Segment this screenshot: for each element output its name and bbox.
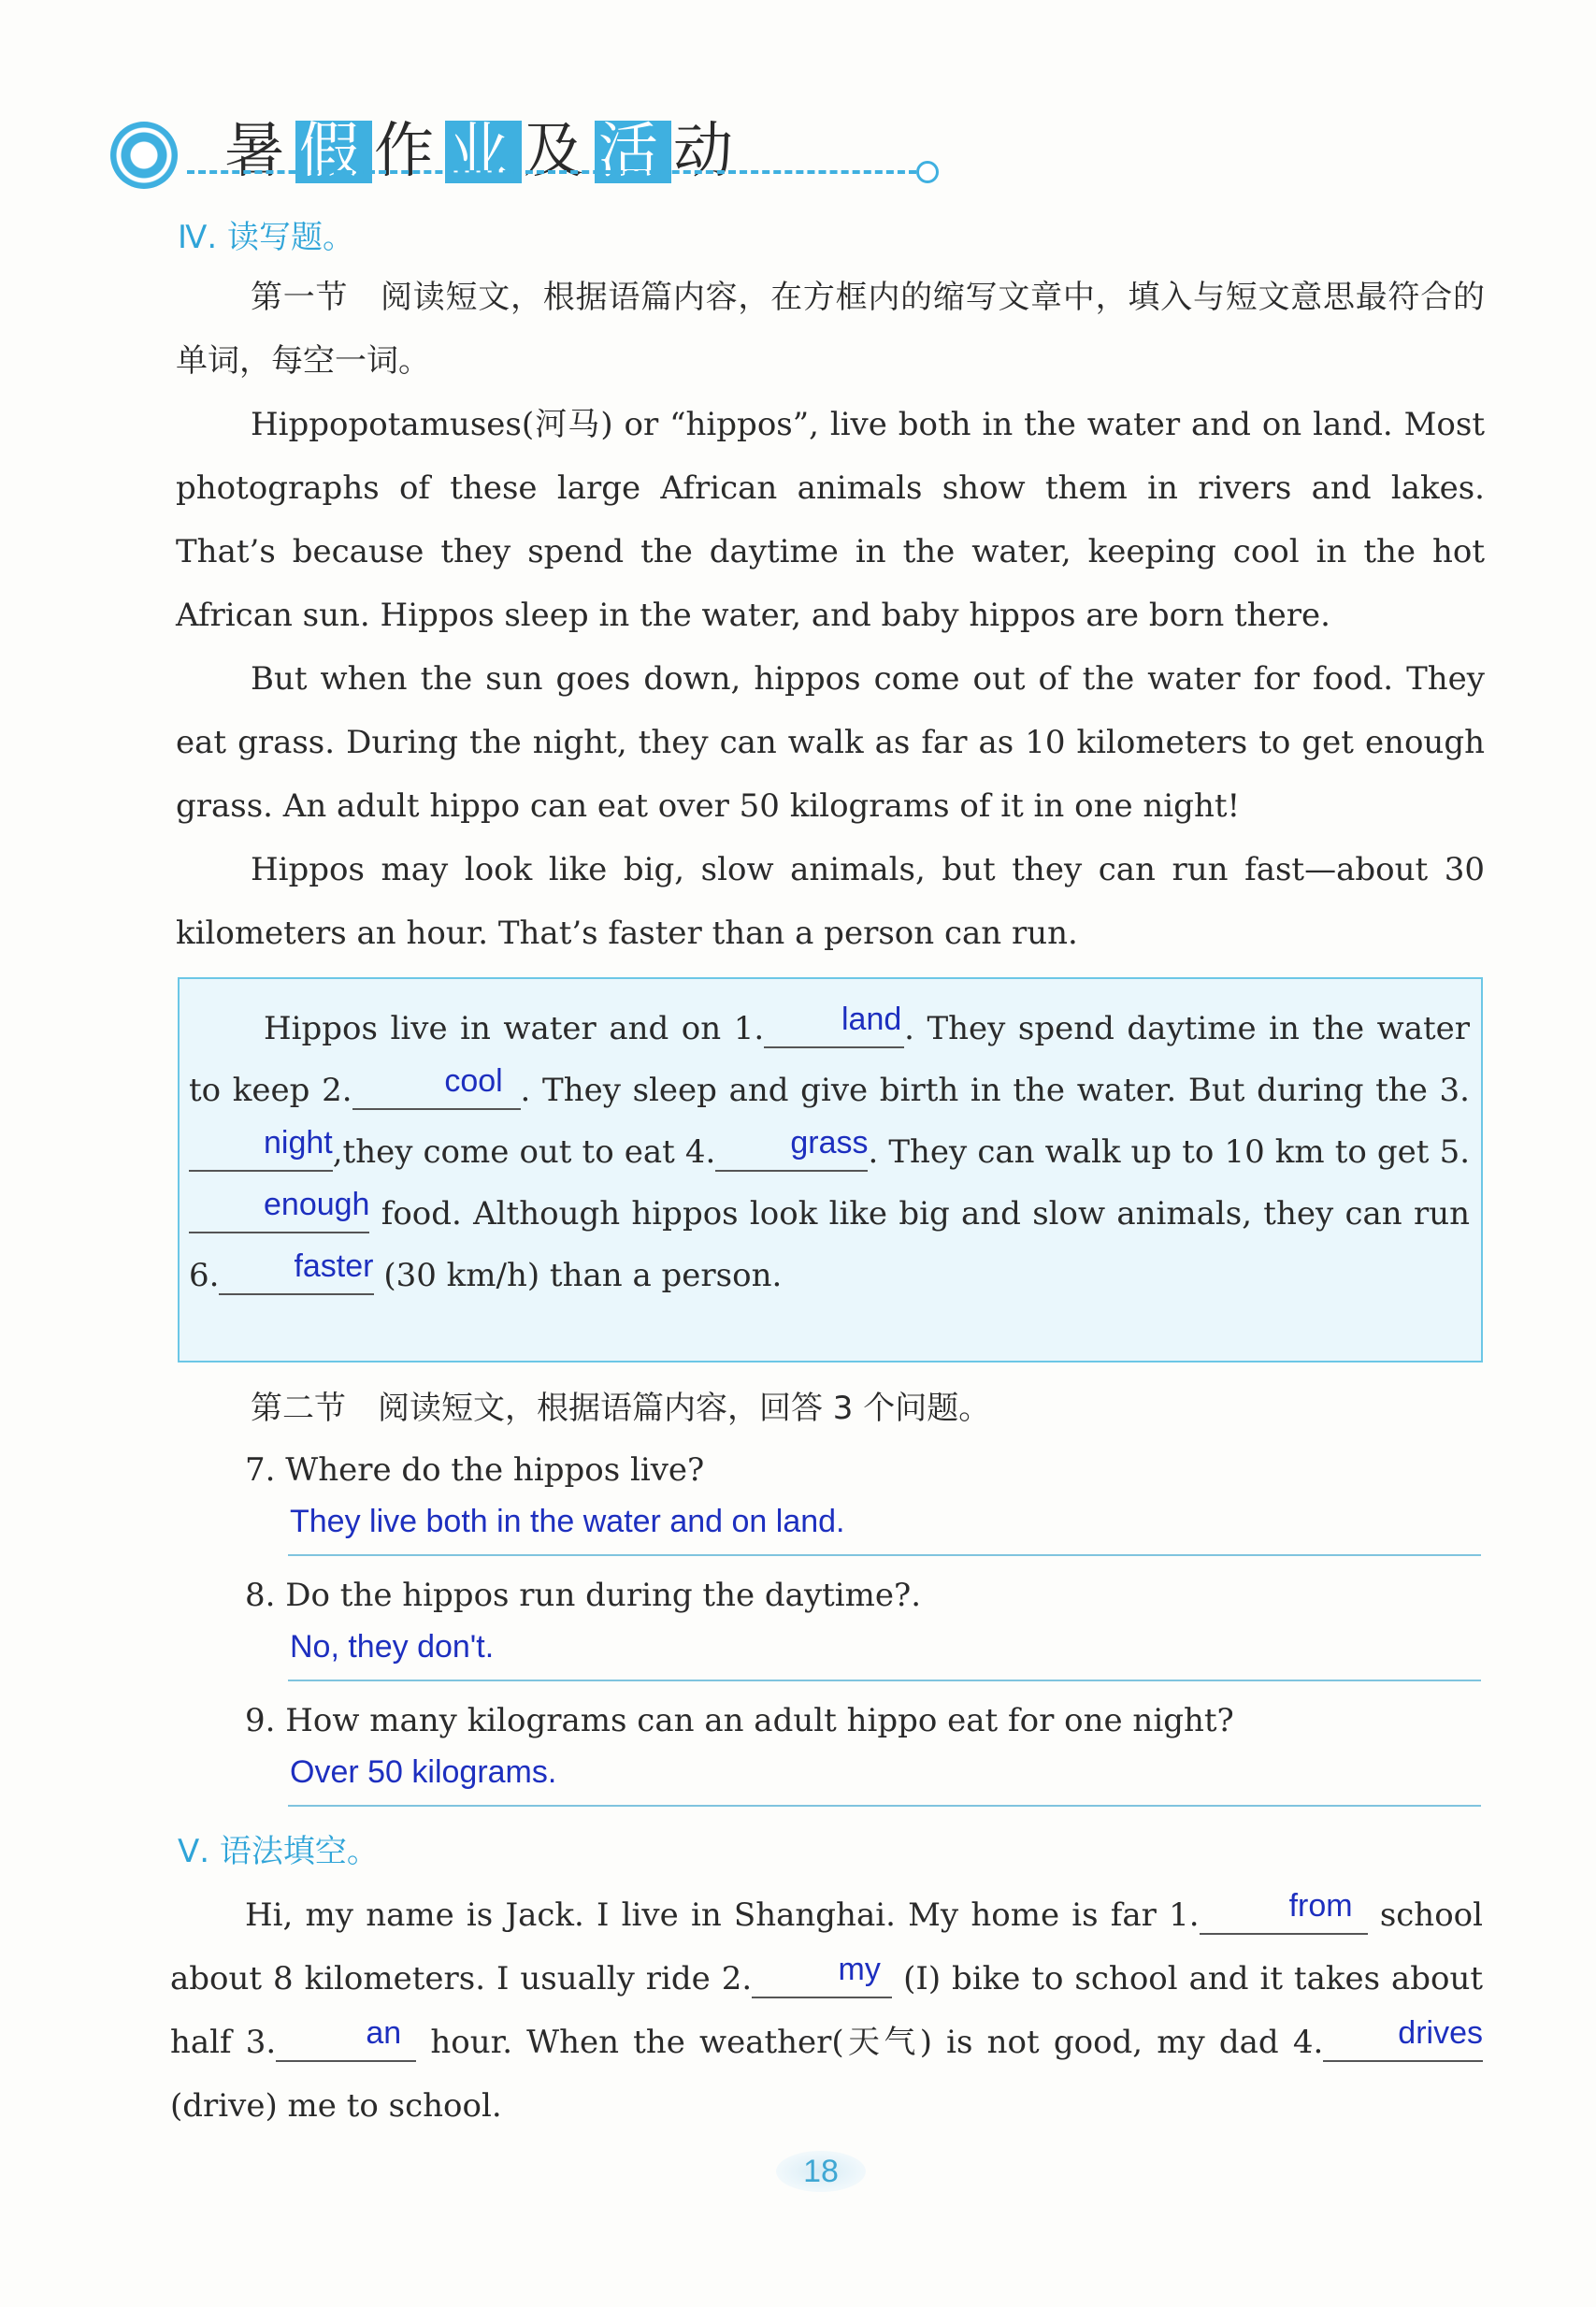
summary-box	[178, 977, 1483, 1363]
answer-text: They live both in the water and on land.	[290, 1504, 845, 1539]
answer-blank-5[interactable]	[189, 1187, 370, 1233]
answer-blank-6[interactable]	[219, 1248, 374, 1295]
answer-text: Over 50 kilograms.	[290, 1754, 557, 1790]
blank-number: 5.	[1439, 1133, 1471, 1171]
answer-text: an	[366, 2015, 402, 2051]
answer-line-9[interactable]	[288, 1752, 1481, 1807]
blank-number: 4.	[1292, 2024, 1324, 2061]
ring-icon	[110, 122, 178, 189]
answer-blank-4[interactable]	[715, 1125, 869, 1172]
grammar-text-run: school about 8 kilometers. I usually ride	[170, 1896, 1484, 1997]
blank-number: 3.	[245, 2024, 277, 2061]
header-char: 动	[673, 117, 742, 186]
header-char-boxed: 业	[445, 121, 522, 183]
blank-number: 6.	[189, 1257, 220, 1294]
header-title	[224, 103, 742, 189]
grammar-text-run: Hi, my name is Jack. I live in Shanghai. My home is far	[245, 1896, 1157, 1934]
grammar-text-run: (drive) me to school.	[170, 2087, 502, 2125]
header-char: 暑	[224, 117, 294, 186]
header-char: 及	[524, 117, 593, 186]
section-5-title: Ⅴ. 语法填空。	[178, 1833, 379, 1870]
header-char-boxed: 假	[295, 121, 372, 183]
blank-number: 2.	[322, 1072, 352, 1109]
blank-number: 3.	[1439, 1072, 1470, 1109]
header-end-dot-icon	[916, 161, 939, 183]
answer-text: grass	[790, 1125, 869, 1161]
answer-text: night	[264, 1125, 333, 1161]
answer-text: drives	[1398, 2015, 1483, 2051]
answer-text: from	[1288, 1888, 1353, 1924]
header-char-boxed: 活	[595, 121, 671, 183]
grammar-blank-2[interactable]	[752, 1952, 892, 1998]
answer-text: my	[838, 1952, 881, 1987]
question-8: 8. Do the hippos run during the daytime?.	[245, 1577, 922, 1614]
passage-paragraph-3: Hippos may look like big, slow animals, but they can run fast—about 30 kilometers an hour. That’s faster than a person can run.	[176, 851, 1485, 952]
summary-text	[181, 998, 1477, 1306]
summary-text-run: . They sleep and give birth in the water. But during the	[520, 1072, 1428, 1109]
answer-blank-3[interactable]	[189, 1125, 333, 1172]
page-number: 18	[776, 2151, 866, 2192]
passage-paragraph-1: Hippopotamuses(河马) or “hippos”, live both in the water and on land. Most photographs of these large African animals show them in rivers and lakes. That’s because they spend the daytime in the water, keeping cool in the hot African sun. Hippos sleep in the water, and baby hippos are born there.	[176, 406, 1485, 634]
answer-blank-2[interactable]	[352, 1063, 521, 1110]
answer-line-7[interactable]	[288, 1502, 1481, 1556]
part1-instruction: 第一节 阅读短文，根据语篇内容，在方框内的缩写文章中，填入与短文意思最符合的单词，每空一词。	[176, 279, 1485, 380]
blank-number: 1.	[733, 1010, 765, 1047]
summary-text-run: (30 km/h) than a person.	[383, 1257, 783, 1294]
grammar-text-run: (I) bike to school and it takes about half	[170, 1960, 1484, 2061]
answer-text: faster	[294, 1248, 374, 1284]
page-header	[103, 94, 870, 196]
part2-instruction: 第二节 阅读短文，根据语篇内容，回答 3 个问题。	[251, 1390, 991, 1427]
grammar-blank-4[interactable]	[1323, 2015, 1483, 2062]
blank-number: 2.	[721, 1960, 753, 1997]
summary-text-run: Hippos live in water and on	[264, 1010, 722, 1047]
grammar-passage	[170, 1883, 1483, 2138]
header-dashed-line	[187, 170, 916, 174]
question-7: 7. Where do the hippos live?	[245, 1451, 705, 1489]
answer-text: cool	[444, 1063, 503, 1099]
grammar-blank-1[interactable]	[1200, 1888, 1368, 1935]
answer-line-8[interactable]	[288, 1627, 1481, 1681]
blank-number: 4.	[684, 1133, 716, 1171]
grammar-text-run: hour. When the weather(天气) is not good, my dad	[430, 2024, 1279, 2061]
summary-text-run: . They spend daytime in the water to keep	[189, 1010, 1470, 1109]
question-9: 9. How many kilograms can an adult hippo eat for one night?	[245, 1702, 1234, 1739]
blank-number: 1.	[1169, 1896, 1200, 1934]
summary-text-run: food. Although hippos look like big and slow animals, they can run	[381, 1195, 1470, 1233]
answer-text: enough	[264, 1187, 370, 1222]
summary-text-run: ,they come out to eat	[332, 1133, 675, 1171]
summary-text-run: . They can walk up to 10 km to get	[868, 1133, 1430, 1171]
passage-paragraph-2: But when the sun goes down, hippos come out of the water for food. They eat grass. During the night, they can walk as far as 10 kilometers to get enough grass. An adult hippo can eat over 50 kilograms of it in one night!	[176, 660, 1485, 825]
answer-text: No, they don't.	[290, 1629, 495, 1665]
answer-blank-1[interactable]	[764, 1002, 904, 1048]
answer-text: land	[841, 1002, 902, 1037]
header-char: 作	[374, 117, 443, 186]
grammar-blank-3[interactable]	[276, 2015, 416, 2062]
section-4-title: Ⅳ. 读写题。	[178, 219, 354, 256]
